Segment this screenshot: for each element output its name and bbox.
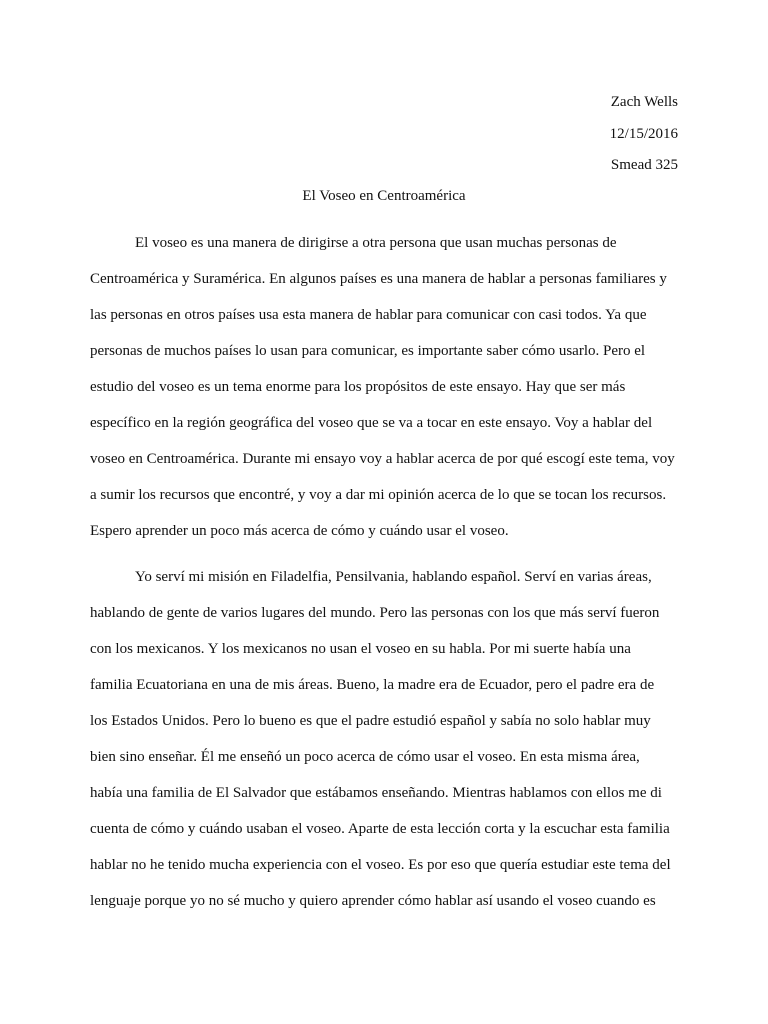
paragraph-line: las personas en otros países usa esta manera de hablar para comunicar con casi todos. Ya que [90, 307, 647, 323]
paragraph-line: los Estados Unidos. Pero lo bueno es que el padre estudió español y sabía no solo hablar muy [90, 713, 651, 729]
paragraph-line: voseo en Centroamérica. Durante mi ensayo voy a hablar acerca de por qué escogí este tema, voy [90, 451, 675, 467]
paragraph-line: El voseo es una manera de dirigirse a otra persona que usan muchas personas de [135, 235, 617, 251]
paragraph-line: a sumir los recursos que encontré, y voy a dar mi opinión acerca de lo que se tocan los recursos. [90, 487, 667, 503]
paragraph-line: con los mexicanos. Y los mexicanos no usan el voseo en su habla. Por mi suerte había una [90, 641, 631, 657]
course-name: Smead 325 [610, 157, 678, 173]
submission-date: 12/15/2016 [609, 126, 678, 142]
paragraph-line: bien sino enseñar. Él me enseñó un poco acerca de cómo usar el voseo. En esta misma área, [90, 749, 640, 765]
paragraph-line: personas de muchos países lo usan para comunicar, es importante saber cómo usarlo. Pero el [90, 343, 646, 359]
paragraph-line: cuenta de cómo y cuándo usaban el voseo. Aparte de esta lección corta y la escuchar esta familia [90, 821, 670, 837]
paragraph-line: estudio del voseo es un tema enorme para los propósitos de este ensayo. Hay que ser más [90, 379, 626, 395]
paragraph-line: familia Ecuatoriana en una de mis áreas. Bueno, la madre era de Ecuador, pero el padre era de [90, 677, 655, 693]
paragraph-line: específico en la región geográfica del voseo que se va a tocar en este ensayo. Voy a hablar del [90, 415, 653, 431]
essay-title: El Voseo en Centroamérica [302, 188, 466, 204]
paragraph-line: había una familia de El Salvador que estábamos enseñando. Mientras hablamos con ellos me di [90, 785, 662, 801]
paragraph-line: hablar no he tenido mucha experiencia con el voseo. Es por eso que quería estudiar este tema del [90, 857, 671, 873]
paragraph-line: Yo serví mi misión en Filadelfia, Pensilvania, hablando español. Serví en varias áreas, [135, 569, 652, 585]
paragraph-line: lenguaje porque yo no sé mucho y quiero aprender cómo hablar así usando el voseo cuando es [90, 893, 656, 909]
paragraph-line: Centroamérica y Suramérica. En algunos países es una manera de hablar a personas familiares y [90, 271, 667, 287]
paragraph-line: Espero aprender un poco más acerca de cómo y cuándo usar el voseo. [90, 523, 509, 539]
author-name: Zach Wells [610, 94, 678, 110]
paragraph-line: hablando de gente de varios lugares del mundo. Pero las personas con los que más serví fueron [90, 605, 660, 621]
